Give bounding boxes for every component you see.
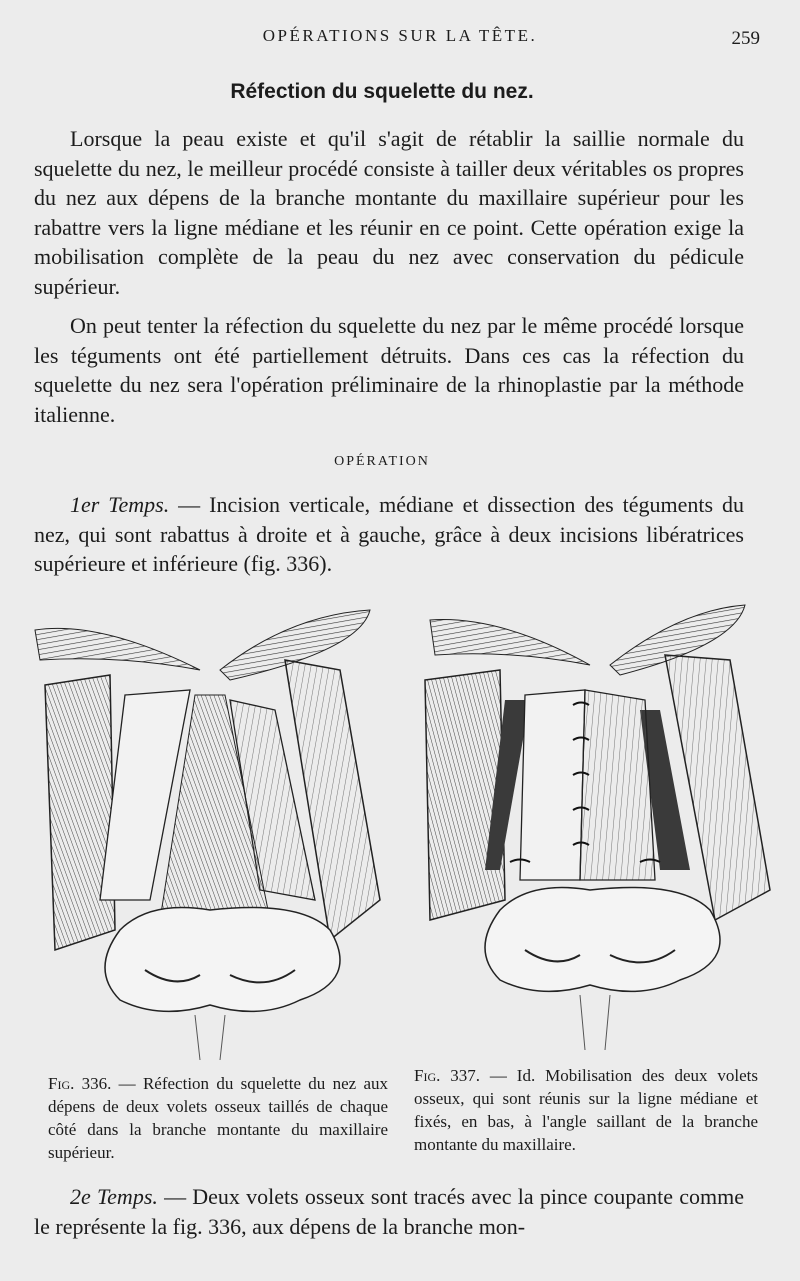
step-1-label: 1er Temps. (70, 492, 170, 517)
figure-337-caption (414, 1064, 758, 1156)
section-title: Réfection du squelette du nez. (230, 80, 534, 103)
step-2-label: 2e Temps. (70, 1184, 158, 1209)
figure-337-label: Fig. 337. (414, 1066, 481, 1085)
figure-336-caption-text: — Réfection du squelette du nez aux dépens de deux volets osseux taillés de chaque côté dans la branche montante du maxillaire supérieur. (48, 1074, 389, 1162)
figure-336-label: Fig. 336. (48, 1074, 112, 1093)
figure-337-caption-text: — Id. Mobilisation des deux volets osseux, qui sont réunis sur la ligne médiane et fixés, en bas, à l'angle saillant de la branche montante du maxillaire. (414, 1066, 758, 1154)
figure-336-caption (48, 1072, 388, 1164)
step-2-paragraph (34, 1182, 744, 1241)
step-1-text: — Incision verticale, médiane et dissection des téguments du nez, qui sont rabattus à droite et à gauche, grâce à deux incisions libératrices supérieure et inférieure (fig. 336). (34, 492, 744, 576)
step-1-paragraph (34, 490, 744, 579)
figure-336-illustration (30, 600, 390, 1065)
operation-heading: OPÉRATION (334, 454, 430, 469)
paragraph-1: Lorsque la peau existe et qu'il s'agit de rétablir la saillie normale du squelette du nez, le meilleur procédé consiste à tailler deux véritables os propres du nez aux dépens de la branche montante du maxillaire supérieur pour les rabattre vers la ligne médiane et les réunir en ce point. Cette opération exige la mobilisation complète de la peau du nez avec conservation du pédicule supérieur. (34, 126, 744, 299)
running-head: OPÉRATIONS SUR LA TÊTE. (262, 26, 538, 45)
step-2-text: — Deux volets osseux sont tracés avec la pince coupante comme le représente la fig. 336, aux dépens de la branche mon- (34, 1184, 744, 1239)
page-number: 259 (731, 28, 760, 49)
figure-337-illustration (410, 600, 775, 1055)
paragraph-2: On peut tenter la réfection du squelette du nez par le même procédé lorsque les téguments ont été partiellement détruits. Dans ces cas la réfection du squelette du nez sera l'opération préliminaire de la rhinoplastie par la méthode italienne. (34, 313, 744, 427)
